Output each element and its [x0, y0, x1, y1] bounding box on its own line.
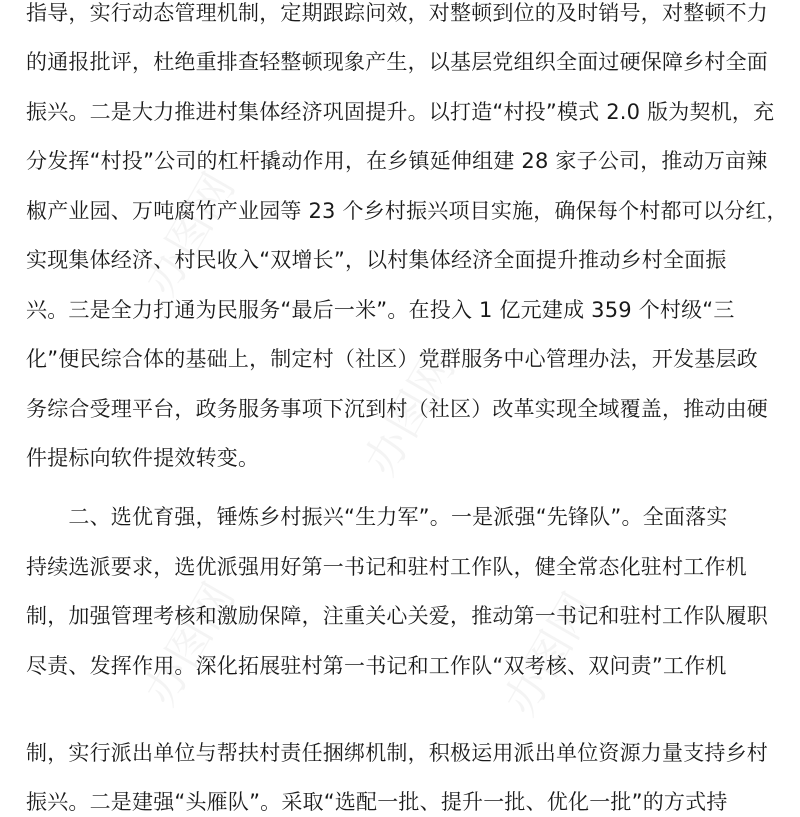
body-line-15: 制，实行派出单位与帮扶村责任捆绑机制，积极运用派出单位资源力量支持乡村: [26, 741, 768, 765]
watermark-2: 办图网: [354, 344, 465, 485]
watermark-4: 办图网: [494, 584, 605, 725]
watermark-1: 办图网: [134, 164, 245, 305]
body-line-4: 分发挥“村投”公司的杠杆撬动作用，在乡镇延伸组建 28 家子公司，推动万亩辣: [26, 149, 768, 173]
body-line-3: 振兴。二是大力推进村集体经济巩固提升。以打造“村投”模式 2.0 版为契机，充: [26, 100, 775, 124]
body-line-1: 指导，实行动态管理机制，定期跟踪问效，对整顿到位的及时销号，对整顿不力: [26, 1, 768, 25]
body-line-9: 务综合受理平台，政务服务事项下沉到村（社区）改革实现全域覆盖，推动由硬: [26, 397, 768, 421]
body-line-5: 椒产业园、万吨腐竹产业园等 23 个乡村振兴项目实施，确保每个村都可以分红，: [26, 199, 788, 223]
watermark-3: 办图网: [134, 574, 245, 715]
body-line-6: 实现集体经济、村民收入“双增长”，以村集体经济全面提升推动乡村全面振: [26, 248, 727, 272]
body-line-12: 持续选派要求，选优派强用好第一书记和驻村工作队，健全常态化驻村工作机: [26, 555, 747, 579]
body-line-7: 兴。三是全力打通为民服务“最后一米”。在投入 1 亿元建成 359 个村级“三: [26, 298, 735, 322]
body-line-14: 尽责、发挥作用。深化拓展驻村第一书记和工作队“双考核、双问责”工作机: [26, 654, 727, 678]
body-line-10: 件提标向软件提效转变。: [26, 446, 260, 470]
body-line-16: 振兴。二是建强“头雁队”。采取“选配一批、提升一批、优化一批”的方式持: [26, 790, 728, 814]
body-line-8: 化”便民综合体的基础上，制定村（社区）党群服务中心管理办法，开发基层政: [26, 347, 758, 371]
body-line-13: 制，加强管理考核和激励保障，注重关心关爱，推动第一书记和驻村工作队履职: [26, 604, 768, 628]
body-line-2: 的通报批评，杜绝重排查轻整顿现象产生，以基层党组织全面过硬保障乡村全面: [26, 50, 768, 74]
body-line-11: 二、选优育强，锤炼乡村振兴“生力军”。一是派强“先锋队”。全面落实: [26, 505, 728, 529]
